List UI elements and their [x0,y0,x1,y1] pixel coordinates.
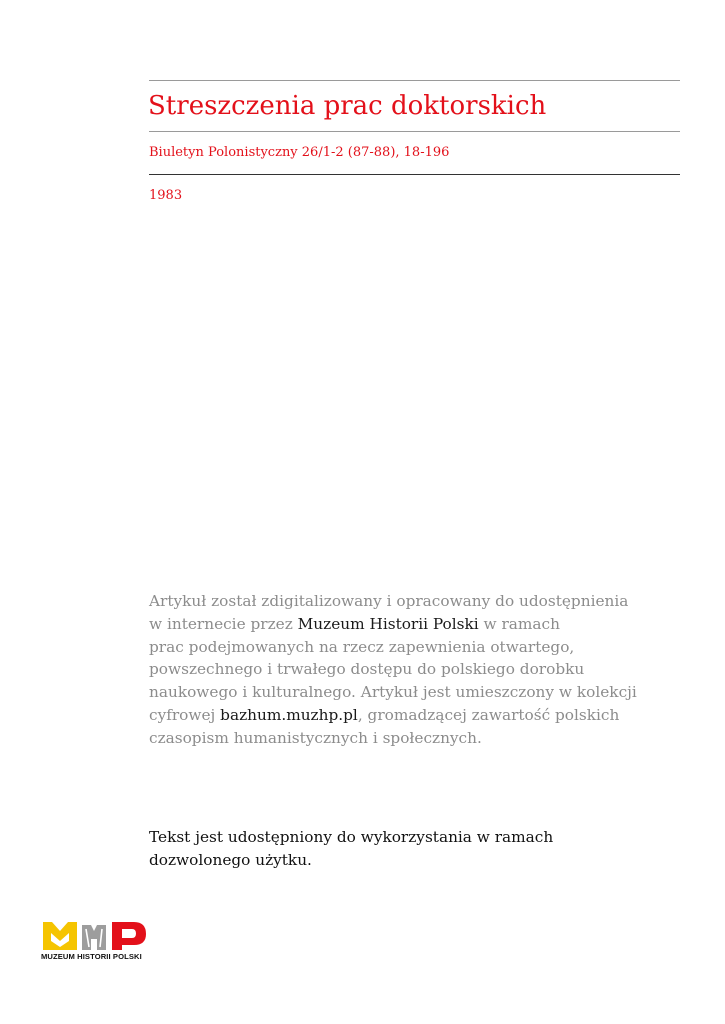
title-rule [149,131,680,132]
notice-line [149,613,689,636]
document-title: Streszczenia prac doktorskich [148,91,547,121]
notice-line: naukowego i kulturalnego. Artykuł jest umieszczony w kolekcji [149,683,637,702]
logo-gray-h [82,925,106,950]
notice-line [149,704,689,727]
logo-red-p [112,922,146,950]
notice-text: w ramach [478,614,560,633]
notice-text: cyfrowej [149,705,221,724]
usage-notice [149,826,689,872]
usage-line: dozwolonego użytku. [149,851,312,869]
notice-line: powszechnego i trwałego dostępu do polskiego dorobku [149,660,585,679]
notice-text: , gromadzącej zawartość polskich [357,705,620,724]
museum-link[interactable]: Muzeum Historii Polski [297,614,479,633]
citation: Biuletyn Polonistyczny 26/1-2 (87-88), 18-196 [149,145,450,160]
publication-year: 1983 [149,188,183,203]
notice-line: czasopism humanistycznych i społecznych. [149,728,482,747]
notice-line: Artykuł został zdigitalizowany i opracowany do udostępnienia [149,592,629,610]
citation-rule [149,174,680,175]
notice-text: w internecie przez [149,614,298,633]
digitization-notice [149,590,689,750]
usage-line: Tekst jest udostępniony do wykorzystania w ramach [149,828,554,846]
top-rule [149,80,680,81]
logo-yellow-m [43,922,77,950]
bazhum-link[interactable]: bazhum.muzhp.pl [220,705,358,724]
notice-line: prac podejmowanych na rzecz zapewnienia otwartego, [149,637,575,656]
logo-caption: MUZEUM HISTORII POLSKI [41,952,142,961]
